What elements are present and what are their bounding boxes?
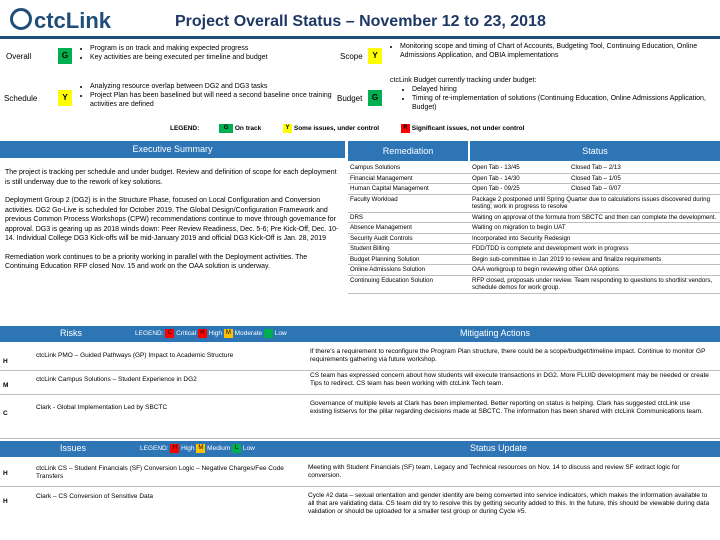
schedule-label: Schedule	[4, 94, 38, 103]
remediation-item: Continuing Education Solution	[348, 275, 470, 293]
budget-block	[390, 76, 710, 112]
exec-paragraph: Deployment Group 2 (DG2) is in the Structure Phase, focused on Local Configuration and Conversion activities. DG2 Go-Live is scheduled for October 2019. The Global Design/Configuration Framework and previous Common Process Workshops (CPW) recommendations continue to move through governance for approval. DG3 is gearing up as 2018 winds down: Peer Review Readiness, Dec. 5-6; Pre Kick-Off, Dec. 10-14. Individual College DG3 Kick-offs will be mid-January 2019 and official DG3 Kick-Off is Jan. 28, 2019	[5, 197, 339, 242]
remediation-open: Open Tab - 09/25	[470, 184, 569, 195]
risks-legend	[135, 329, 287, 338]
header-rule	[0, 36, 720, 39]
remediation-open: Open Tab - 14/30	[470, 173, 569, 184]
legend-red-swatch: R	[401, 124, 410, 133]
remediation-table	[348, 163, 720, 294]
remediation-row	[348, 223, 720, 234]
risk-description: Clark - Global Implementation Led by SBCTC	[36, 404, 168, 411]
remediation-status: OAA workgroup to begin reviewing other OAA options	[470, 265, 720, 276]
schedule-bullets	[80, 82, 332, 109]
remediation-item: Human Capital Management	[348, 184, 470, 195]
legend-yellow-swatch: Y	[283, 124, 292, 133]
remediation-row	[348, 163, 720, 173]
remediation-status: FDD/TDD is complete and development work in progress	[470, 244, 720, 255]
remediation-item: DRS	[348, 212, 470, 223]
budget-intro: ctcLink Budget currently tracking under budget:	[390, 77, 537, 84]
legend-critical-swatch: C	[165, 329, 174, 338]
remediation-item: Budget Planning Solution	[348, 254, 470, 265]
legend-moderate-text: Moderate	[234, 330, 263, 338]
risk-level: M	[3, 382, 9, 389]
legend-label: LEGEND:	[170, 125, 200, 133]
remediation-row	[348, 254, 720, 265]
remediation-heading: Remediation	[348, 141, 468, 161]
remediation-status: Incorporated into Security Redesign	[470, 233, 720, 244]
legend-green-text: On track	[234, 125, 262, 133]
remediation-row	[348, 212, 720, 223]
budget-status-badge: G	[368, 90, 382, 106]
remediation-item: Online Admissions Solution	[348, 265, 470, 276]
remediation-row	[348, 194, 720, 212]
scope-bullet: • Monitoring scope and timing of Chart of Accounts, Budgeting Tool, Continuing Education, Online Admissions Application, and OBIA implementations	[400, 42, 710, 60]
overall-label: Overall	[6, 52, 32, 61]
scope-status-badge: Y	[368, 48, 382, 64]
remediation-row	[348, 184, 720, 195]
exec-paragraph: Remediation work continues to be a priority working in parallel with the Deployment activities. The Continuing Education RFP closed Nov. 15 and work on the OAA solution is underway.	[5, 253, 308, 270]
remediation-row	[348, 173, 720, 184]
executive-summary-body	[5, 168, 340, 272]
issues-legend	[140, 444, 255, 453]
issue-legend-high-text: High	[181, 445, 195, 453]
issue-status: Meeting with Student Financials (SF) team, Legacy and Technical resources on Nov. 14 to discuss and review SF extract logic for conversion.	[308, 464, 680, 479]
legend-green-swatch: G	[219, 124, 233, 133]
remediation-item: Student Billing	[348, 244, 470, 255]
remediation-status: Begin sub-committee in Jan 2019 to review and finalize requirements	[470, 254, 720, 265]
risk-mitigation: If there's a requirement to reconfigure the Program Plan structure, there could be a scope/budget/timeline impact. Continue to monitor GP requirements gathering via future workshop.	[310, 348, 706, 363]
remediation-row	[348, 275, 720, 293]
overall-bullet: • Program is on track and making expected progress	[90, 44, 330, 53]
remediation-open: Open Tab - 13/45	[470, 163, 569, 173]
logo-icon	[10, 8, 32, 30]
risk-level: C	[3, 410, 8, 417]
mitigating-heading: Mitigating Actions	[460, 328, 531, 338]
schedule-status-badge: Y	[58, 90, 72, 106]
risk-level: H	[3, 358, 8, 365]
remediation-status: RFP closed, proposals under review. Team responding to questions to shortlist vendors, schedule demos for work group.	[470, 275, 720, 293]
legend-critical-text: Critical	[176, 330, 197, 338]
legend-high-swatch: H	[198, 329, 207, 338]
remediation-row	[348, 244, 720, 255]
remediation-status-heading: Status	[470, 141, 720, 161]
legend-low-text: Low	[274, 330, 287, 338]
page-title: Project Overall Status – November 12 to 23, 2018	[175, 13, 546, 30]
issue-description: ctcLink CS – Student Financials (SF) Conversion Logic – Negative Charges/Fee Code Transfers	[36, 465, 284, 480]
issue-level: H	[3, 470, 8, 477]
legend-red-text: Significant issues, not under control	[411, 125, 525, 133]
remediation-status: Waiting on approval of the formula from SBCTC and then can complete the development.	[470, 212, 720, 223]
remediation-closed: Closed Tab – 1/05	[569, 173, 720, 184]
top-legend	[170, 124, 710, 133]
risks-legend-label: LEGEND:	[135, 330, 164, 338]
exec-paragraph: The project is tracking per schedule and under budget. Review and definition of scope for each deployment is still underway due to the rework of key solutions.	[5, 169, 337, 186]
issue-legend-medium-text: Medium	[207, 445, 231, 453]
issue-level: H	[3, 498, 8, 505]
issue-legend-low-swatch: L	[232, 444, 241, 453]
risk-mitigation: CS team has expressed concern about how students will execute transactions in DG2. More FLUID development may be needed or create Tips to redirect. CS team has been working with ctcLink Tech team.	[310, 372, 709, 387]
issue-status: Cycle #2 data – sexual orientation and gender identity are being converted into service indicators, which makes the information available to all that are validating data. CS team did try to resolve this by getting security added to this. In the future, this should be viewable during data validation or should be uploaded for a smaller test group or during Cycle #5.	[308, 492, 710, 515]
scope-label: Scope	[340, 52, 363, 61]
legend-high-text: High	[208, 330, 223, 338]
issues-heading: Issues	[60, 443, 87, 453]
issue-description: Clark – CS Conversion of Sensitive Data	[36, 493, 154, 500]
remediation-item: Faculty Workload	[348, 194, 470, 212]
issue-legend-medium-swatch: M	[198, 445, 204, 451]
risk-description: ctcLink PMO – Guided Pathways (GP) Impact to Academic Structure	[36, 352, 234, 359]
risk-mitigation: Governance of multiple levels at Clark has been implemented. Better reporting on status is helping. Clark has suggested ctcLink use existing listservs for the pillar regarding decisions made at SBCTC. The information has been shared with ctcLink Communications team.	[310, 400, 703, 415]
legend-yellow-text: Some issues, under control	[293, 125, 380, 133]
remediation-row	[348, 265, 720, 276]
row-divider	[0, 370, 720, 371]
remediation-closed: Closed Tab – 2/13	[569, 163, 720, 173]
overall-bullet: • Key activities are being executed per timeline and budget	[90, 53, 330, 62]
budget-bullet: • Delayed hiring	[412, 85, 710, 94]
scope-bullets	[390, 42, 710, 60]
budget-bullet: • Timing of re-implementation of solutions (Continuing Education, Online Admissions Application, Budget)	[412, 94, 710, 112]
row-divider	[0, 438, 720, 439]
legend-moderate-swatch: M	[225, 330, 231, 336]
issues-bar	[0, 441, 720, 457]
schedule-bullet: • Analyzing resource overlap between DG2 and DG3 tasks	[90, 82, 332, 91]
overall-status-badge: G	[58, 48, 72, 64]
remediation-row	[348, 233, 720, 244]
issue-legend-low-text: Low	[242, 445, 255, 453]
remediation-item: Campus Solutions	[348, 163, 470, 173]
remediation-item: Financial Management	[348, 173, 470, 184]
budget-label: Budget	[337, 94, 363, 103]
remediation-closed: Closed Tab – 0/07	[569, 184, 720, 195]
row-divider	[0, 486, 720, 487]
schedule-bullet: • Project Plan has been baselined but will need a second baseline once training activities are defined	[90, 91, 332, 109]
logo-text: ctcLink	[34, 8, 112, 33]
row-divider	[0, 394, 720, 395]
ctclink-logo	[10, 8, 111, 34]
remediation-item: Security Audit Controls	[348, 233, 470, 244]
overall-bullets	[80, 44, 330, 62]
issue-legend-high-swatch: H	[170, 444, 179, 453]
issues-legend-label: LEGEND:	[140, 445, 169, 453]
executive-summary-heading: Executive Summary	[0, 141, 345, 158]
remediation-status: Waiting on migration to begin UAT	[470, 223, 720, 234]
risks-bar	[0, 326, 720, 342]
issues-status-heading: Status Update	[470, 443, 528, 453]
risk-description: ctcLink Campus Solutions – Student Experience in DG2	[36, 376, 197, 383]
remediation-item: Absence Management	[348, 223, 470, 234]
remediation-status: Package 2 postponed until Spring Quarter due to calculations issues discovered during testing; work in progress to resolve	[470, 194, 720, 212]
risks-heading: Risks	[60, 328, 82, 338]
